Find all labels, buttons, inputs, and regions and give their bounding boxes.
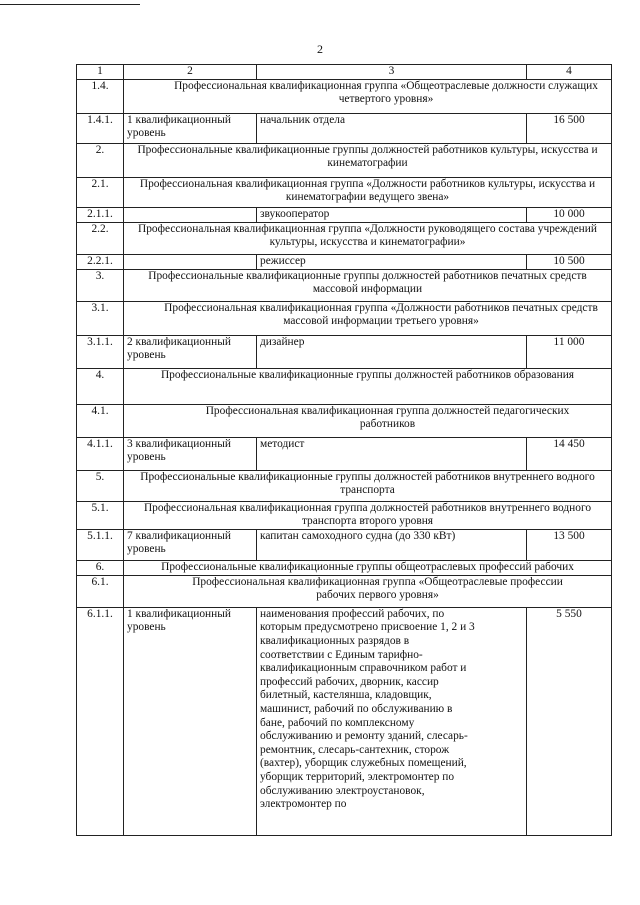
qualification-level: 3 квалификационный уровень bbox=[124, 437, 257, 470]
group-row bbox=[77, 501, 612, 529]
row-number: 6. bbox=[77, 560, 124, 575]
row-number: 3. bbox=[77, 269, 124, 301]
header-col-3: 3 bbox=[257, 65, 527, 80]
level-row bbox=[77, 335, 612, 368]
row-number: 2.1.1. bbox=[77, 207, 124, 222]
group-title: Профессиональные квалификационные группы должностей работников образования bbox=[124, 368, 612, 404]
level-row bbox=[77, 207, 612, 222]
group-title: Профессиональная квалификационная группа должностей работников внутреннего водного транспорта второго уровня bbox=[124, 501, 612, 529]
salary-value: 16 500 bbox=[527, 113, 612, 143]
row-number: 6.1.1. bbox=[77, 607, 124, 835]
group-row bbox=[77, 143, 612, 177]
group-title: Профессиональная квалификационная группа «Должности руководящего состава учреждений культуры, искусства и кинематографии» bbox=[124, 222, 612, 254]
group-row bbox=[77, 269, 612, 301]
row-number: 5.1.1. bbox=[77, 529, 124, 560]
row-number: 2. bbox=[77, 143, 124, 177]
salary-value: 14 450 bbox=[527, 437, 612, 470]
position-name: режиссер bbox=[257, 254, 527, 269]
group-title: Профессиональные квалификационные группы должностей работников культуры, искусства и кинематографии bbox=[124, 143, 612, 177]
qualification-level: 2 квалификационный уровень bbox=[124, 335, 257, 368]
group-row bbox=[77, 79, 612, 113]
qualification-level bbox=[124, 207, 257, 222]
salary-value: 10 000 bbox=[527, 207, 612, 222]
level-row bbox=[77, 607, 612, 835]
salary-value: 5 550 bbox=[527, 607, 612, 835]
group-row bbox=[77, 575, 612, 607]
group-title: Профессиональная квалификационная группа «Общеотраслевые профессии рабочих первого уровня» bbox=[124, 575, 612, 607]
qualification-level: 1 квалификационный уровень bbox=[124, 113, 257, 143]
group-title: Профессиональные квалификационные группы должностей работников печатных средств массовой информации bbox=[124, 269, 612, 301]
level-row bbox=[77, 113, 612, 143]
row-number: 1.4. bbox=[77, 79, 124, 113]
salary-value: 11 000 bbox=[527, 335, 612, 368]
row-number: 4.1.1. bbox=[77, 437, 124, 470]
group-title: Профессиональная квалификационная группа должностей педагогических работников bbox=[124, 404, 612, 437]
header-col-2: 2 bbox=[124, 65, 257, 80]
row-number: 2.2.1. bbox=[77, 254, 124, 269]
group-row bbox=[77, 368, 612, 404]
salary-value: 10 500 bbox=[527, 254, 612, 269]
row-number: 2.1. bbox=[77, 177, 124, 207]
position-name: методист bbox=[257, 437, 527, 470]
position-name: дизайнер bbox=[257, 335, 527, 368]
group-title: Профессиональная квалификационная группа «Общеотраслевые должности служащих четвертого уровня» bbox=[124, 79, 612, 113]
row-number: 2.2. bbox=[77, 222, 124, 254]
header-col-4: 4 bbox=[527, 65, 612, 80]
page-number: 2 bbox=[317, 42, 323, 56]
level-row bbox=[77, 437, 612, 470]
row-number: 6.1. bbox=[77, 575, 124, 607]
row-number: 3.1. bbox=[77, 301, 124, 335]
group-row bbox=[77, 560, 612, 575]
row-number: 3.1.1. bbox=[77, 335, 124, 368]
row-number: 5.1. bbox=[77, 501, 124, 529]
qualification-level bbox=[124, 254, 257, 269]
group-row bbox=[77, 404, 612, 437]
level-row bbox=[77, 529, 612, 560]
salary-value: 13 500 bbox=[527, 529, 612, 560]
group-title: Профессиональные квалификационные группы должностей работников внутреннего водного транспорта bbox=[124, 470, 612, 501]
row-number: 4. bbox=[77, 368, 124, 404]
top-rule bbox=[0, 4, 140, 5]
position-name: наименования профессий рабочих, по которым предусмотрено присвоение 1, 2 и 3 квалификационных разрядов в соответствии с Единым тарифно-квалификационным справочником работ и профессий рабочих, дворник, кассир билетный, кастелянша, кладовщик, машинист, рабочий по обслуживанию в бане, рабочий по комплексному обслуживанию и ремонту зданий, слесарь-ремонтник, слесарь-сантехник, сторож (вахтер), уборщик служебных помещений, уборщик территорий, электромонтер по обслуживанию электроустановок, электромонтер по bbox=[257, 607, 527, 835]
level-row bbox=[77, 254, 612, 269]
position-name: звукооператор bbox=[257, 207, 527, 222]
header-row bbox=[77, 65, 612, 80]
qualification-level: 1 квалификационный уровень bbox=[124, 607, 257, 835]
row-number: 4.1. bbox=[77, 404, 124, 437]
salary-table bbox=[76, 64, 612, 836]
group-row bbox=[77, 301, 612, 335]
group-row bbox=[77, 177, 612, 207]
group-row bbox=[77, 222, 612, 254]
qualification-level: 7 квалификационный уровень bbox=[124, 529, 257, 560]
row-number: 1.4.1. bbox=[77, 113, 124, 143]
position-name: начальник отдела bbox=[257, 113, 527, 143]
row-number: 5. bbox=[77, 470, 124, 501]
group-title: Профессиональные квалификационные группы общеотраслевых профессий рабочих bbox=[124, 560, 612, 575]
group-row bbox=[77, 470, 612, 501]
header-col-1: 1 bbox=[77, 65, 124, 80]
position-name: капитан самоходного судна (до 330 кВт) bbox=[257, 529, 527, 560]
group-title: Профессиональная квалификационная группа «Должности работников печатных средств массовой информации третьего уровня» bbox=[124, 301, 612, 335]
group-title: Профессиональная квалификационная группа «Должности работников культуры, искусства и кинематографии ведущего звена» bbox=[124, 177, 612, 207]
